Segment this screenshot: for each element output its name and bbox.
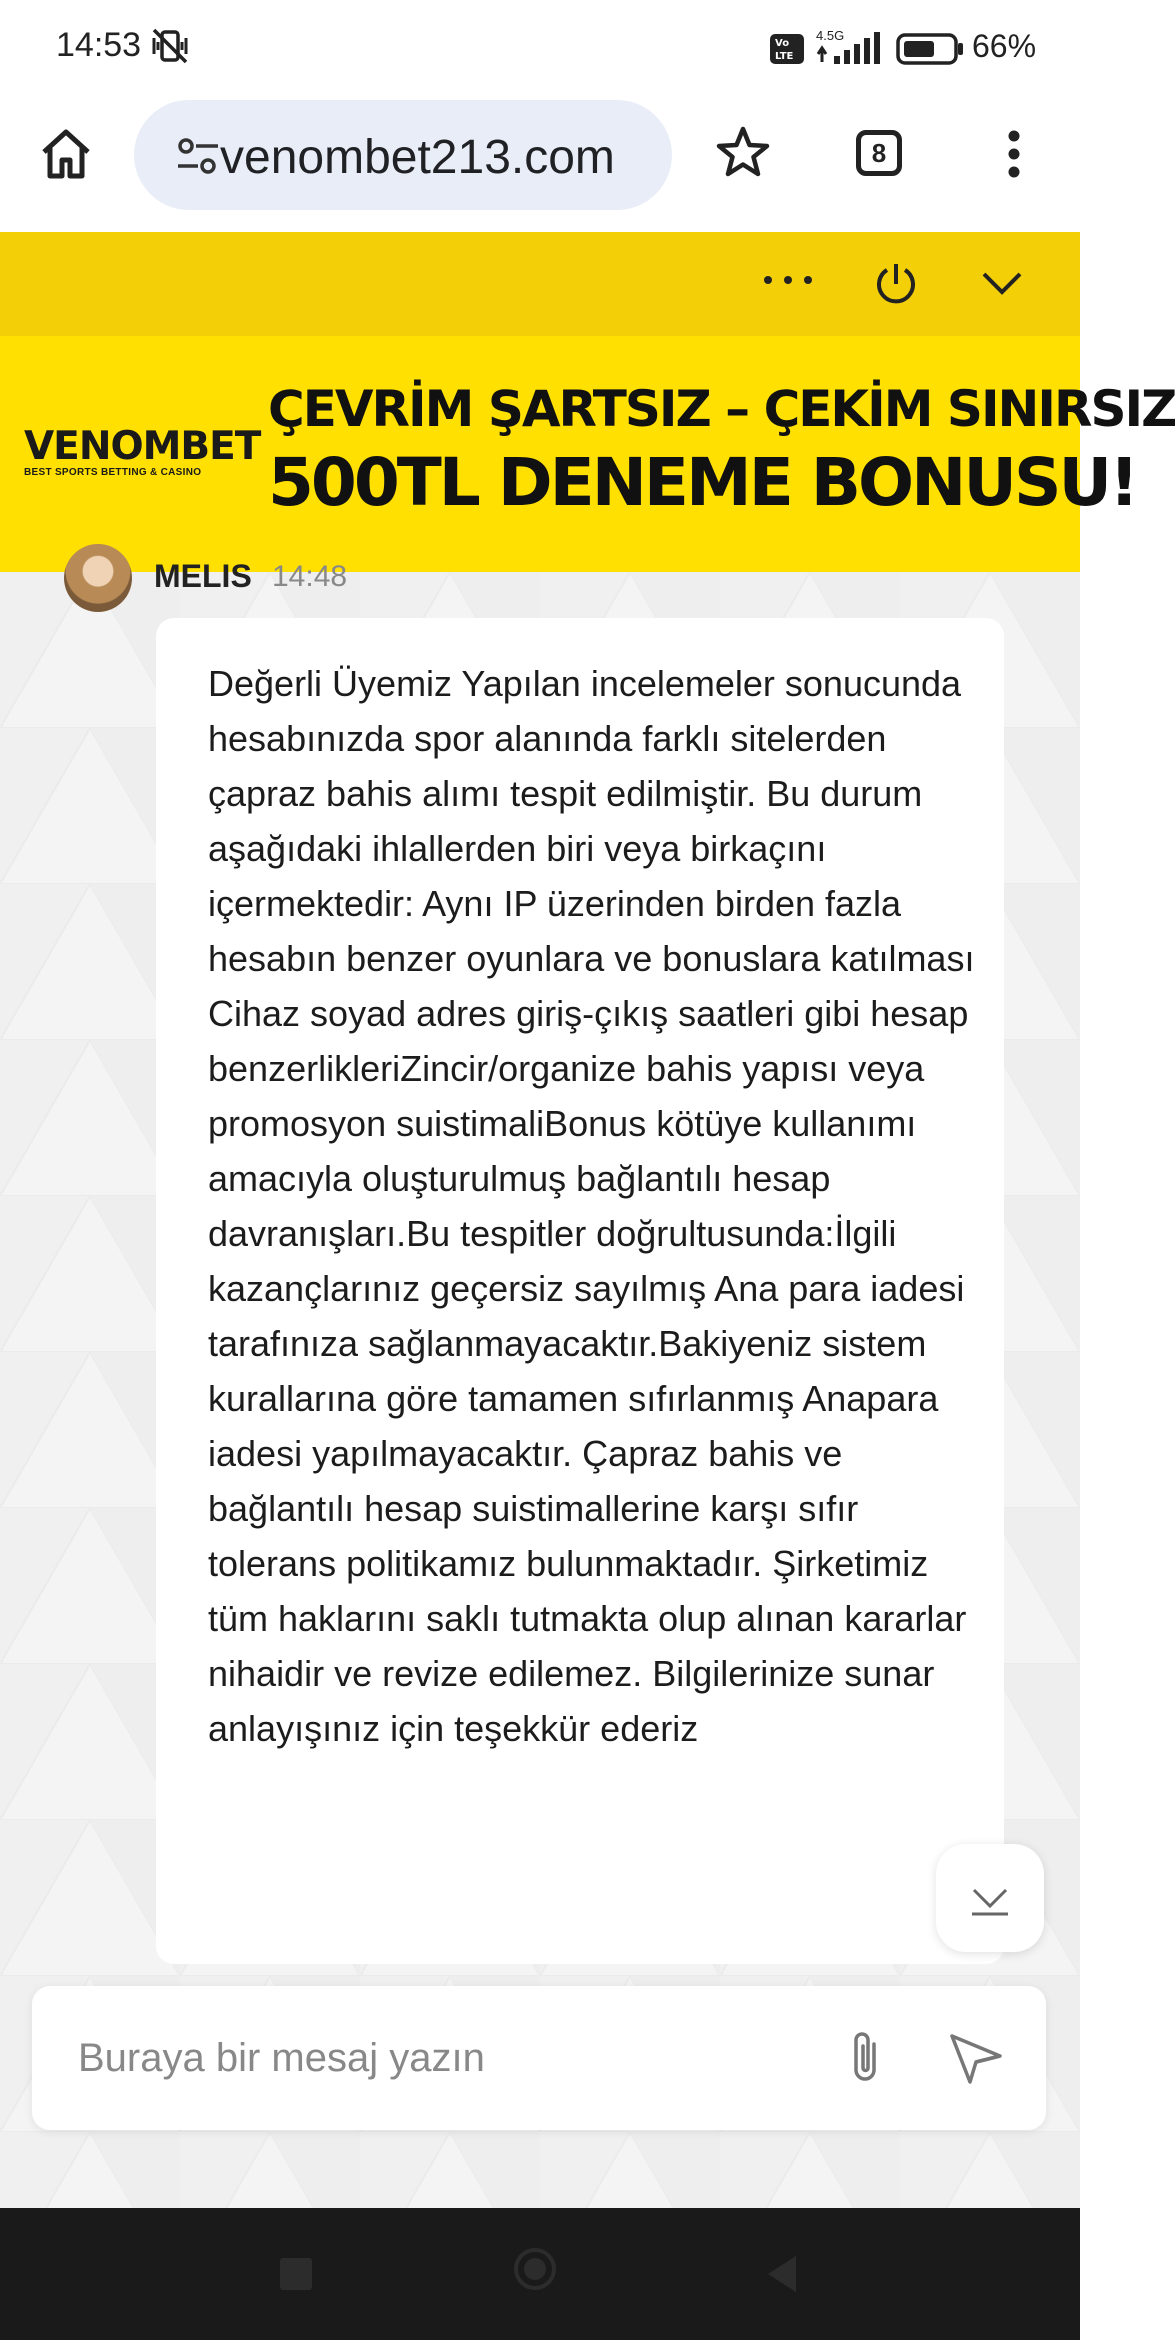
status-time: 14:53 xyxy=(56,26,142,64)
send-icon[interactable] xyxy=(944,2026,1008,2095)
message-input[interactable] xyxy=(76,2024,840,2092)
system-nav-bar xyxy=(0,2208,1080,2340)
address-bar[interactable] xyxy=(134,100,672,210)
svg-text:LTE: LTE xyxy=(775,51,794,62)
tune-icon[interactable] xyxy=(176,136,220,181)
message-bubble xyxy=(156,618,1004,1964)
more-horiz-icon[interactable] xyxy=(760,270,816,295)
banner-headline-2: 500TL DENEME BONUSU! xyxy=(268,444,1137,521)
agent-name: MELIS xyxy=(154,558,252,594)
star-icon xyxy=(714,124,772,182)
svg-text:Vo: Vo xyxy=(775,38,790,49)
avatar xyxy=(64,544,132,612)
home-nav-dot xyxy=(524,2258,546,2280)
chat-controls-bar xyxy=(0,232,1080,336)
more-vert-icon[interactable] xyxy=(1000,126,1028,187)
paperclip-icon[interactable] xyxy=(838,2026,894,2095)
status-bar xyxy=(0,0,1080,96)
network-type: 4.5G xyxy=(816,28,845,43)
recent-apps-button[interactable] xyxy=(280,2258,312,2290)
battery-percent: 66% xyxy=(972,28,1037,64)
chat-area[interactable] xyxy=(0,558,1080,2208)
chevron-down-icon[interactable] xyxy=(980,268,1024,303)
vibrate-off-icon xyxy=(148,26,192,71)
message-text: Değerli Üyemiz Yapılan incelemeler sonucunda hesabınızda spor alanında farklı sitelerden çapraz bahis alımı tespit edilmiştir. Bu durum aşağıdaki ihlallerden biri veya birkaçını içermektedir: Aynı IP üzerinden birden fazla hesabın benzer oyunlara ve bonuslara katılması Cihaz soyad adres giriş-çıkış saatleri gibi hesap benzerlikleriZincir/organize bahis yapısı veya promosyon suistimaliBonus kötüye kullanımı amacıyla oluşturulmuş bağlantılı hesap davranışları.Bu tespitler doğrultusunda:İlgili kazançlarınız geçersiz sayılmış Ana para iadesi tarafınıza sağlanmayacaktır.Bakiyeniz sistem kurallarına göre tamamen sıfırlanmış Anapara iadesi yapılmayacaktır. Çapraz bahis ve bağlantılı hesap suistimallerine karşı sıfır tolerans politikamız bulunmaktadır. Şirketimiz tüm haklarını saklı tutmakta olup alınan kararlar nihaidir ve revize edilemez. Bilgilerinize sunar anlayışınız için teşekkür ederiz xyxy=(208,663,975,1749)
logo-name: VENOMBET xyxy=(24,424,261,469)
scroll-down-button[interactable] xyxy=(936,1844,1044,1952)
battery-icon xyxy=(896,32,966,71)
home-button[interactable] xyxy=(36,124,96,184)
signal-icon xyxy=(816,32,880,71)
scroll-down-icon xyxy=(936,1844,1044,1952)
back-button[interactable] xyxy=(764,2254,800,2299)
message-composer xyxy=(32,1986,1046,2130)
banner-headline-1: ÇEVRİM ŞARTSIZ – ÇEKİM SINIRSIZ xyxy=(268,380,1175,438)
message-header xyxy=(0,544,1080,624)
tab-switcher-button[interactable]: 8 xyxy=(856,130,902,176)
volte-icon xyxy=(770,34,804,69)
bookmark-button[interactable] xyxy=(714,124,772,187)
logo-tagline: BEST SPORTS BETTING & CASINO xyxy=(24,467,202,478)
brand-logo xyxy=(24,424,261,478)
browser-toolbar xyxy=(0,96,1080,232)
power-icon[interactable] xyxy=(872,260,920,313)
home-icon xyxy=(36,124,96,184)
promo-banner[interactable] xyxy=(0,232,1175,572)
message-time: 14:48 xyxy=(272,560,348,593)
url-text: venombet213.com xyxy=(220,131,615,184)
